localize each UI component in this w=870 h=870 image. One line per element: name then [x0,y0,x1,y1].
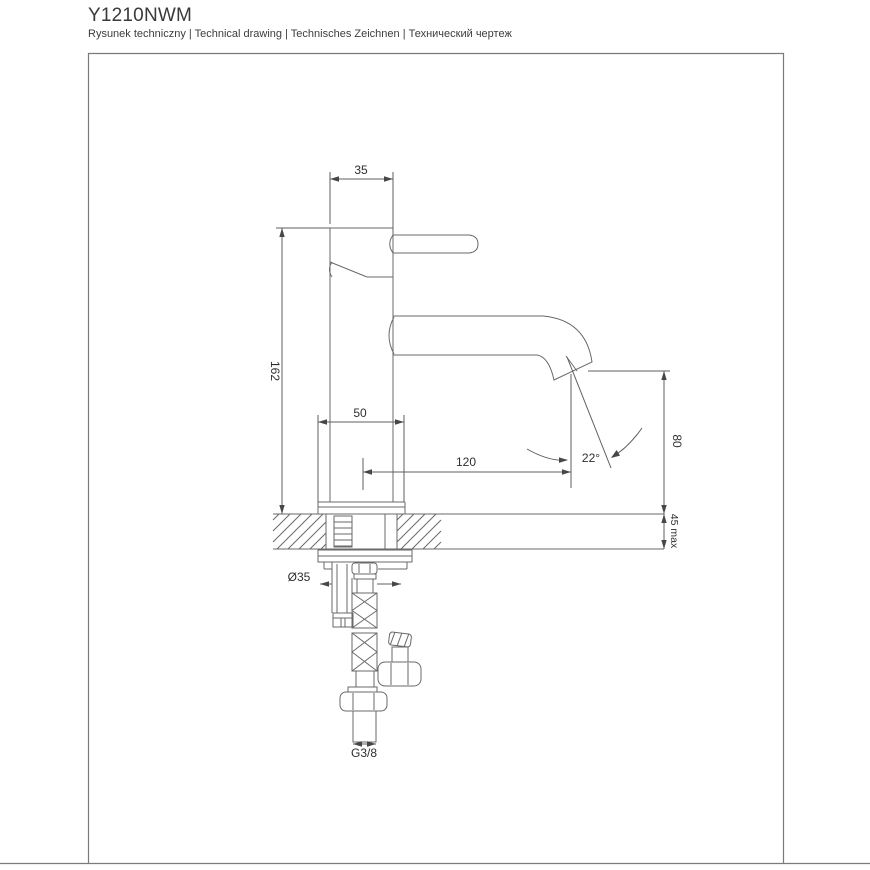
dim-label-thread: G3/8 [350,746,378,760]
dim-label-hole-diameter: Ø35 [287,570,311,584]
dimension-thread [351,741,377,760]
dimension-base-width [318,406,404,502]
faucet-outline [318,228,592,514]
dimension-hole-diameter [288,570,401,587]
page-title: Y1210NWM [88,5,193,26]
dimension-top-width [330,163,393,231]
drawing-frame [0,54,870,864]
dimension-outlet-height [588,371,684,514]
page-subtitle: Rysunek techniczny | Technical drawing | Technisches Zeichnen | Технический чертеж [88,28,512,40]
dim-label-angle: 22° [581,451,601,465]
dim-label-base-width: 50 [353,406,367,420]
countertop-section [273,514,664,549]
dim-label-deck-thickness: 45 max [668,513,680,549]
dimension-height [268,228,330,514]
dim-label-top-width: 35 [354,163,368,177]
dim-label-outlet-height: 80 [670,434,684,448]
dim-label-reach: 120 [455,455,477,469]
dimension-reach [363,455,571,490]
dimension-stream-angle [527,357,642,488]
under-counter-fittings [318,550,421,742]
dimension-deck-thickness [661,514,680,549]
dim-label-height: 162 [268,360,282,382]
